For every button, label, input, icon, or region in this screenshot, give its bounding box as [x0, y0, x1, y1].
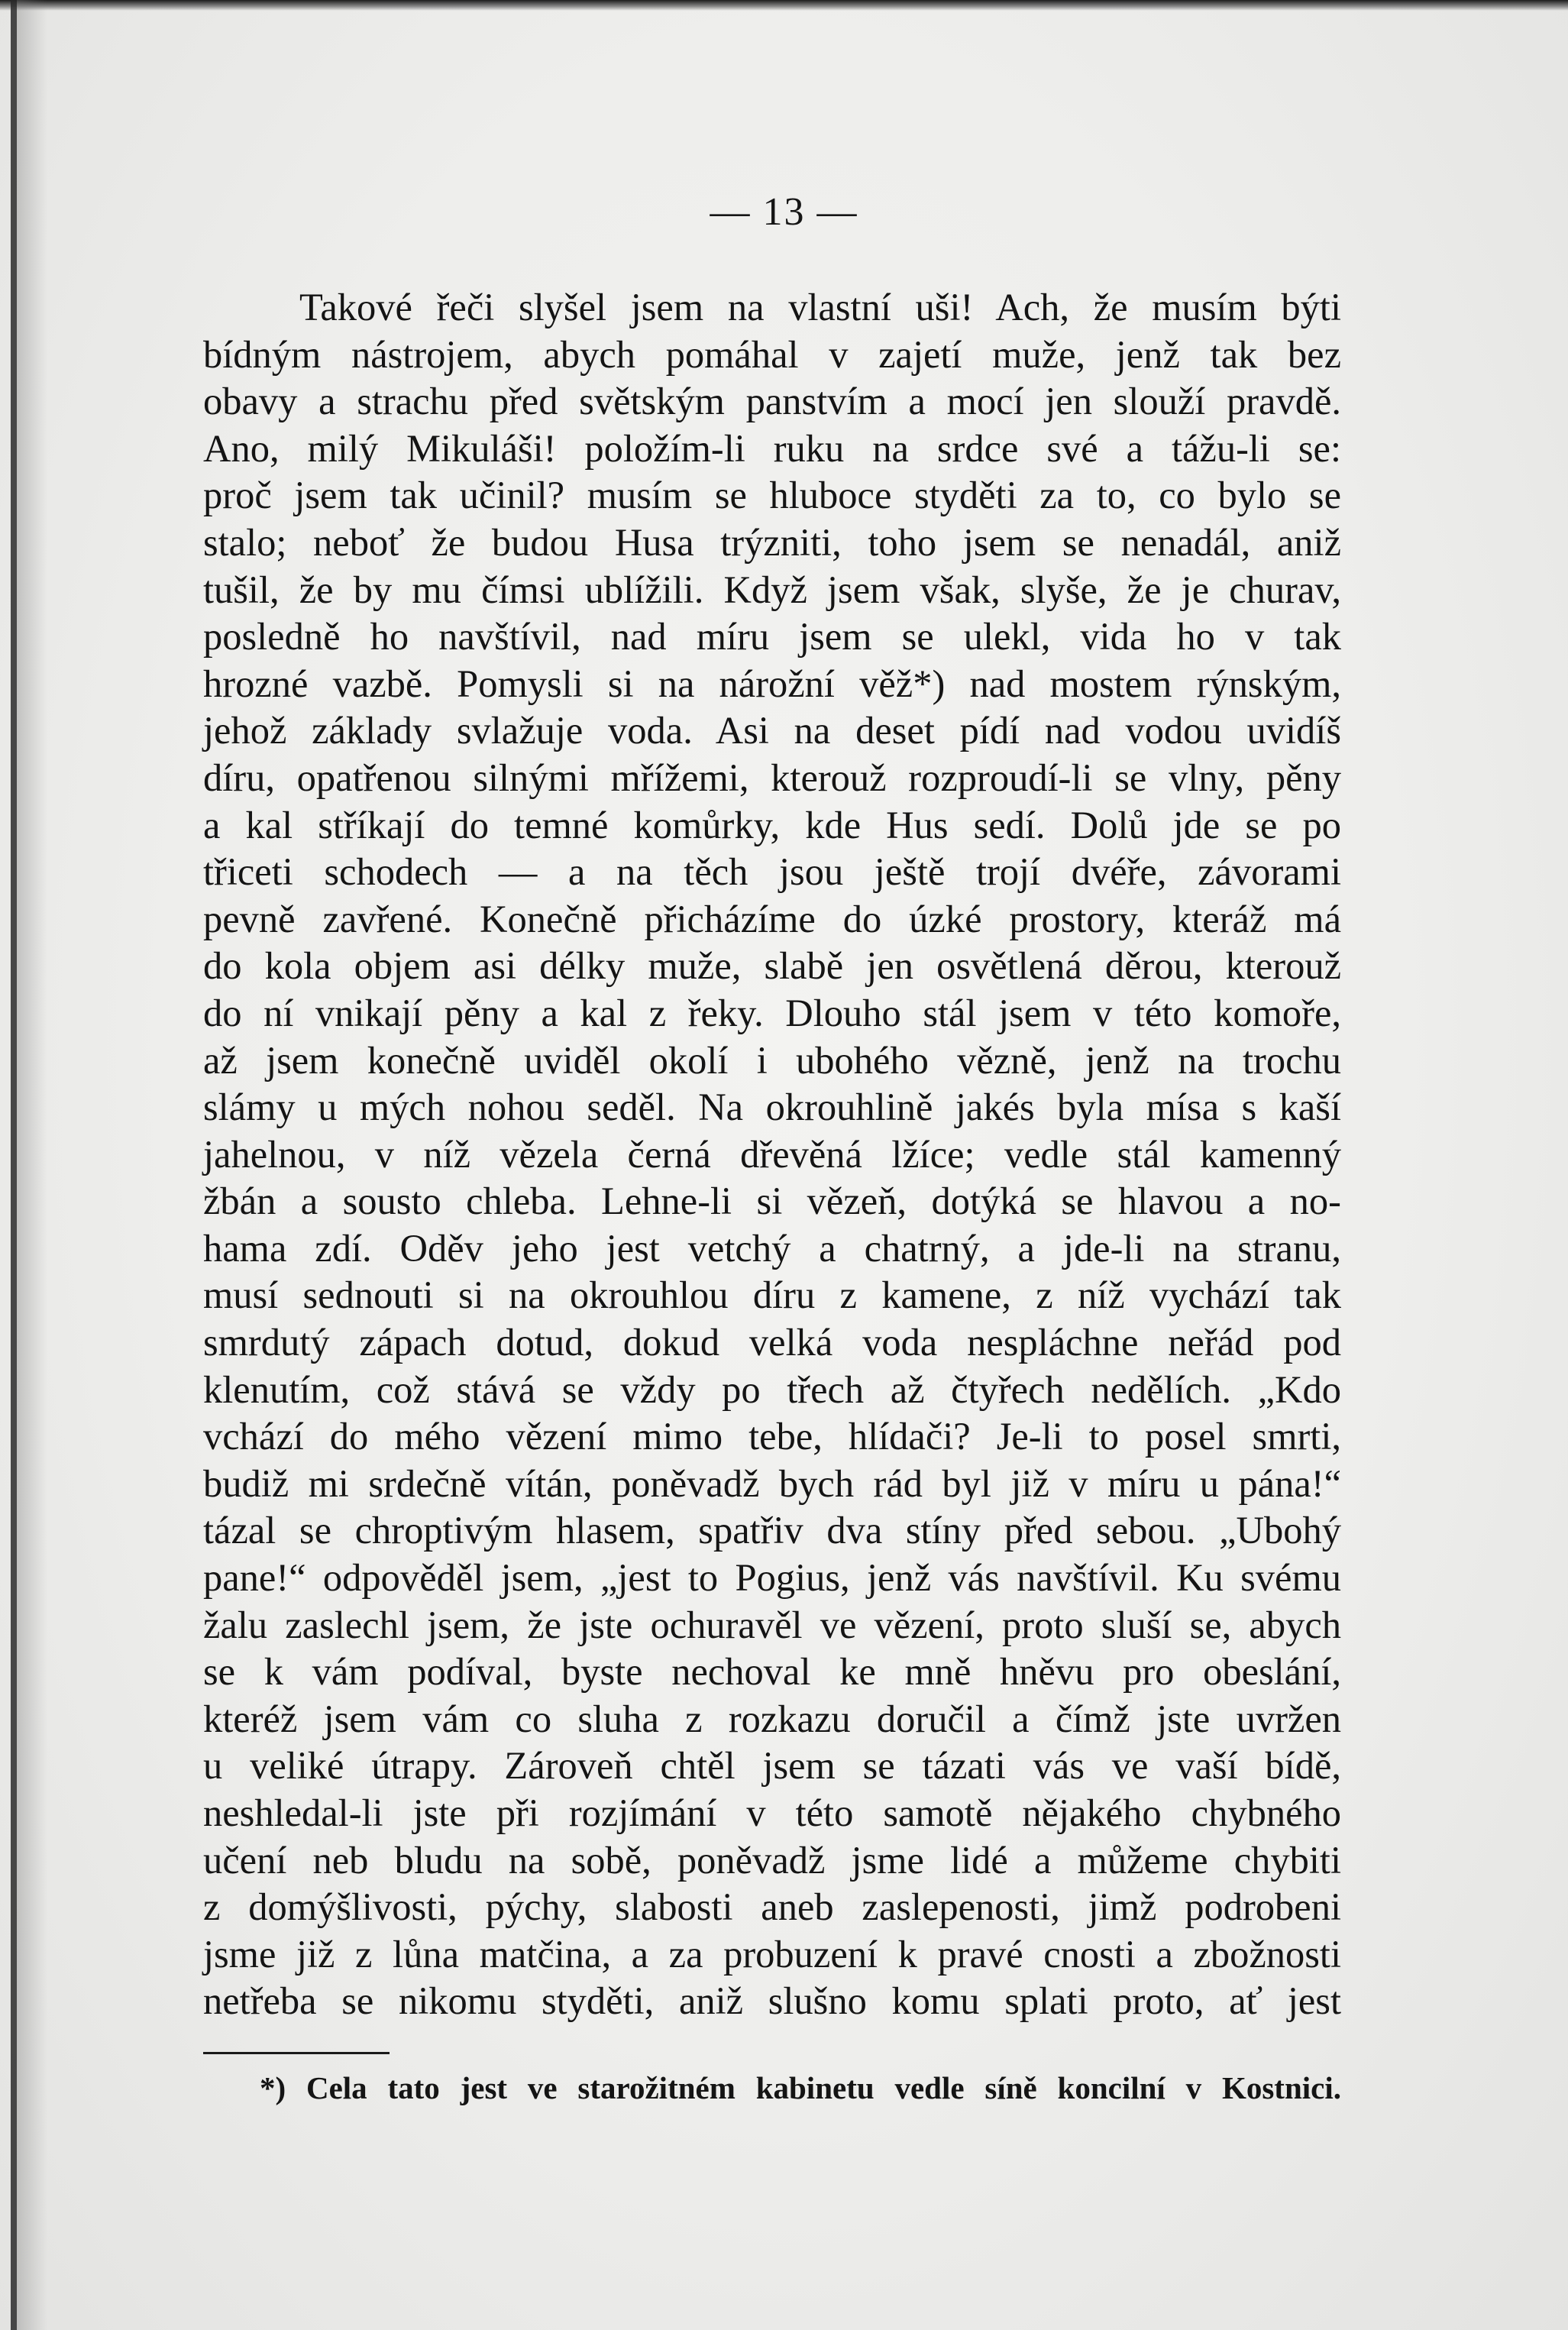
text-line: tušil, že by mu čímsi ublížili. Když jsem však, slyše, že je churav, — [203, 568, 1341, 611]
text-line: z domýšlivosti, pýchy, slabosti aneb zaslepenosti, jimž podrobeni — [203, 1885, 1341, 1929]
text-line: pane!“ odpověděl jsem, „jest to Pogius, jenž vás navštívil. Ku svému — [203, 1556, 1341, 1600]
text-line: se k vám podíval, byste nechoval ke mně hněvu pro obeslání, — [203, 1650, 1341, 1694]
text-line: hrozné vazbě. Pomysli si na nárožní věž*) nad mostem rýnským, — [203, 662, 1341, 705]
page-number: — 13 — — [710, 190, 858, 234]
text-line: pevně zavřené. Konečně přicházíme do úzké prostory, kteráž má — [203, 897, 1341, 940]
text-line: vchází do mého vězení mimo tebe, hlídači? Je-li to posel smrti, — [203, 1415, 1341, 1458]
text-line: slámy u mých nohou seděl. Na okrouhlině jakés byla mísa s kaší — [203, 1086, 1341, 1129]
text-line: proč jsem tak učinil? musím se hluboce styděti za to, co bylo se — [203, 474, 1341, 517]
text-line: smrdutý zápach dotud, dokud velká voda nespláchne neřád pod — [203, 1321, 1341, 1364]
text-line: díru, opatřenou silnými mřížemi, kterouž rozproudí-li se vlny, pěny — [203, 756, 1341, 799]
text-line: stalo; neboť že budou Husa trýzniti, toho jsem se nenadál, aniž — [203, 520, 1341, 564]
text-line: neshledal-li jste při rozjímání v této samotě nějakého chybného — [203, 1791, 1341, 1834]
text-line: klenutím, což stává se vždy po třech až čtyřech nedělích. „Kdo — [203, 1367, 1341, 1411]
text-line: budiž mi srdečně vítán, poněvadž bych rád byl již v míru u pána!“ — [203, 1461, 1341, 1505]
text-line: až jsem konečně uviděl okolí i ubohého vězně, jenž na trochu — [203, 1038, 1341, 1082]
text-line: učení neb bludu na sobě, poněvadž jsme lidé a můžeme chybiti — [203, 1838, 1341, 1882]
footnote: *) Cela tato jest ve starožitném kabinetu vedle síně koncilní v Kostnici. — [260, 2070, 1341, 2105]
text-line: hama zdí. Oděv jeho jest vetchý a chatrný, a jde-li na stranu, — [203, 1226, 1341, 1270]
text-line: do kola objem asi délky muže, slabě jen osvětlená děrou, kterouž — [203, 944, 1341, 988]
text-line: jahelnou, v níž vězela černá dřevěná lžíce; vedle stál kamenný — [203, 1132, 1341, 1176]
text-line: Ano, milý Mikuláši! položím-li ruku na srdce své a tážu-li se: — [203, 426, 1341, 470]
text-line: Takové řeči slyšel jsem na vlastní uši! Ach, že musím býti — [299, 286, 1341, 328]
footnote-divider — [203, 2052, 390, 2054]
text-line: žalu zaslechl jsem, že jste ochuravěl ve vězení, proto sluší se, abych — [203, 1603, 1341, 1646]
text-line: posledně ho navštívil, nad míru jsem se ulekl, vida ho v tak — [203, 615, 1341, 659]
text-line: do ní vnikají pěny a kal z řeky. Dlouho stál jsem v této komoře, — [203, 991, 1341, 1034]
text-line: musí sednouti si na okrouhlou díru z kamene, z níž vychází tak — [203, 1273, 1341, 1317]
scan-binding-edge — [11, 0, 17, 2330]
text-line: obavy a strachu před světským panstvím a mocí jen slouží pravdě. — [203, 380, 1341, 423]
text-line: u veliké útrapy. Zároveň chtěl jsem se tázati vás ve vaší bídě, — [203, 1744, 1341, 1788]
body-text — [203, 284, 1341, 2025]
text-line: žbán a sousto chleba. Lehne-li si vězeň, dotýká se hlavou a no- — [203, 1180, 1341, 1223]
scan-top-edge — [0, 0, 1568, 11]
binding-shadow — [17, 0, 47, 2330]
text-line: třiceti schodech — a na těch jsou ještě trojí dvéře, závorami — [203, 850, 1341, 894]
text-line: tázal se chroptivým hlasem, spatřiv dva stíny před sebou. „Ubohý — [203, 1509, 1341, 1552]
text-line: a kal stříkají do temné komůrky, kde Hus sedí. Dolů jde se po — [203, 803, 1341, 846]
text-line: bídným nástrojem, abych pomáhal v zajetí muže, jenž tak bez — [203, 332, 1341, 376]
text-line: jsme již z lůna matčina, a za probuzení k pravé cnosti a zbožnosti — [203, 1932, 1341, 1976]
text-line: kteréž jsem vám co sluha z rozkazu doručil a čímž jste uvržen — [203, 1697, 1341, 1740]
text-line: netřeba se nikomu styděti, aniž slušno komu splati proto, ať jest — [203, 1979, 1341, 2023]
text-line: jehož základy svlažuje voda. Asi na deset pídí nad vodou uvidíš — [203, 709, 1341, 752]
